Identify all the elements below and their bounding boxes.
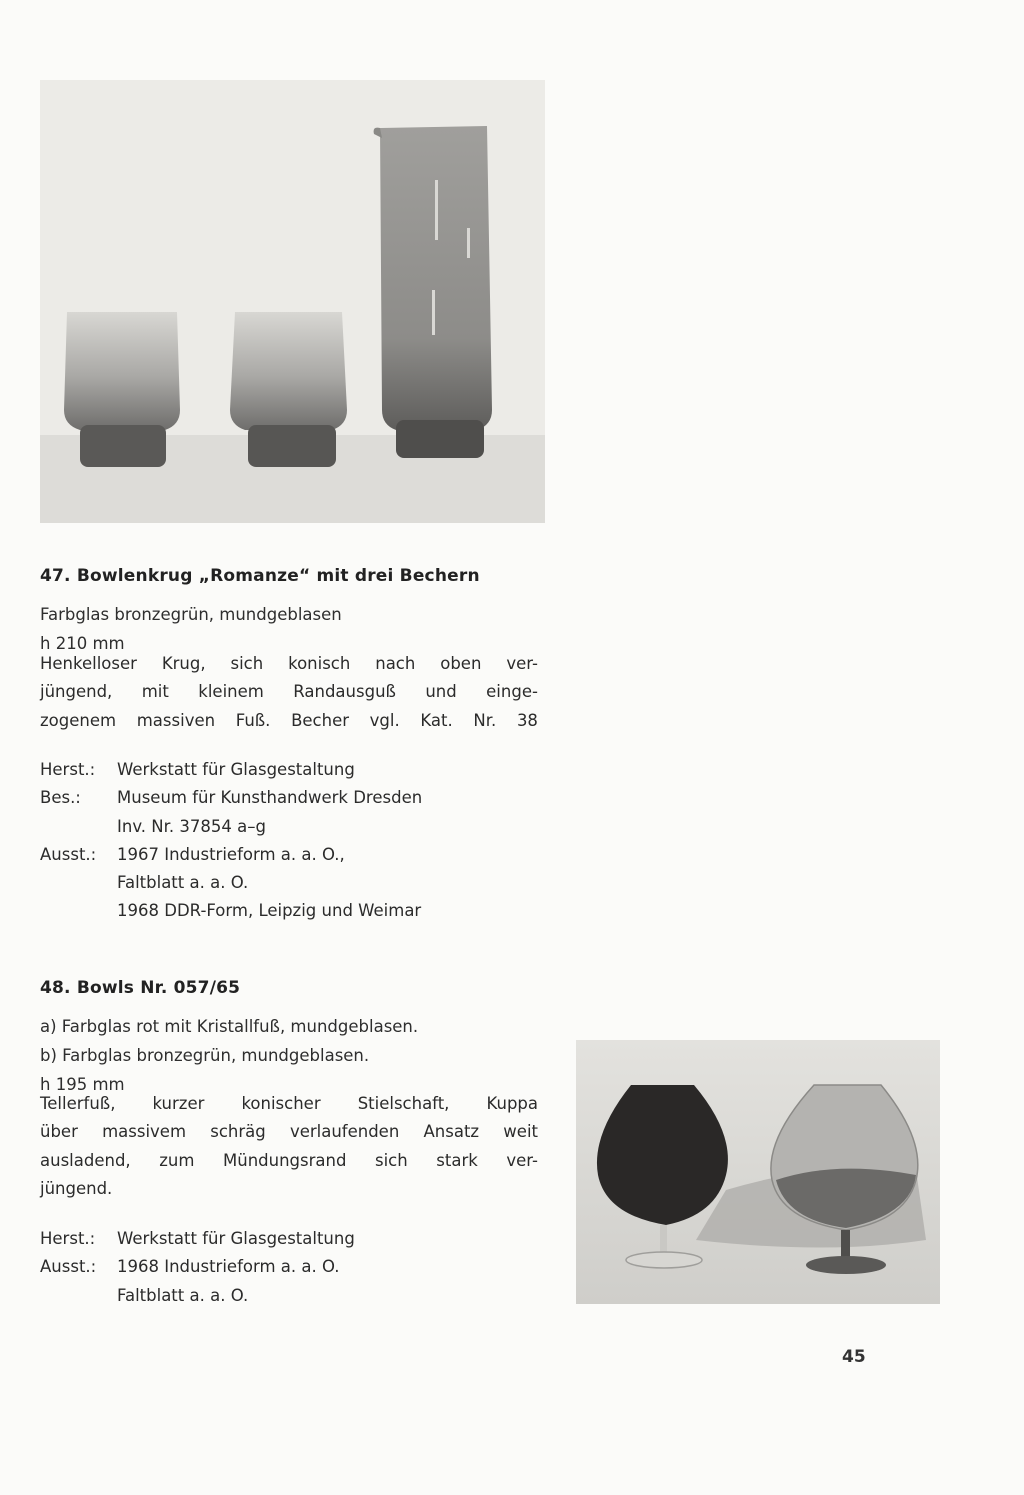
- detail-row: [40, 841, 540, 869]
- detail-value: Museum für Kunsthandwerk Dresden: [117, 788, 423, 808]
- entry-48-heading: 48. Bowls Nr. 057/65: [40, 978, 241, 998]
- description-word: Krug,: [161, 654, 206, 673]
- description-word: Nr.: [473, 710, 497, 730]
- description-word: nach: [375, 654, 416, 673]
- description-word: weit: [503, 1122, 538, 1142]
- description-word: massivem: [102, 1122, 187, 1142]
- description-word: Randausguß: [293, 682, 396, 702]
- detail-label: Ausst.:: [40, 844, 97, 864]
- detail-row: [40, 1282, 540, 1310]
- description-word: ver-: [506, 654, 538, 673]
- detail-value: 1968 DDR-Form, Leipzig und Weimar: [117, 901, 422, 921]
- description-word: verlaufenden: [289, 1122, 400, 1142]
- description-word: kleinem: [198, 682, 264, 702]
- description-line: [40, 678, 538, 706]
- entry-47-details: [40, 756, 540, 926]
- description-word: konisch: [288, 654, 351, 673]
- description-word: ausladend,: [40, 1150, 131, 1170]
- detail-label: Ausst.:: [40, 1257, 97, 1277]
- description-word: mit: [141, 682, 169, 702]
- description-word: ver-: [506, 1150, 538, 1170]
- detail-row: [40, 1253, 540, 1281]
- detail-label: Bes.:: [40, 788, 81, 808]
- entry-48-height: h 195 mm: [40, 1075, 125, 1094]
- detail-label: Herst.:: [40, 760, 96, 779]
- description-word: 38: [516, 710, 538, 730]
- entry-47-material: Farbglas bronzegrün, mundgeblasen: [40, 605, 342, 624]
- entry-48-details: [40, 1225, 540, 1310]
- description-word: schräg: [210, 1122, 266, 1142]
- description-word: Fuß.: [235, 710, 271, 730]
- description-word: einge-: [486, 682, 538, 702]
- description-word: Ansatz: [423, 1122, 480, 1142]
- detail-row: [40, 897, 540, 925]
- description-word: Henkelloser: [40, 654, 137, 673]
- detail-row: [40, 756, 540, 784]
- description-word: kurzer: [152, 1094, 205, 1113]
- description-word: Mündungsrand: [223, 1150, 347, 1170]
- description-word: Stielschaft,: [357, 1094, 450, 1113]
- photo-bowlenkrug-romanze: [40, 80, 545, 523]
- detail-row: [40, 1225, 540, 1253]
- description-word: sich: [230, 654, 264, 673]
- entry-47-heading: 47. Bowlenkrug „Romanze“ mit drei Bechern: [40, 566, 480, 586]
- detail-row: [40, 869, 540, 897]
- description-word: konischer: [241, 1094, 321, 1113]
- description-word: jüngend,: [40, 682, 113, 702]
- entry-48-variant-a: a) Farbglas rot mit Kristallfuß, mundgeblasen.: [40, 1017, 419, 1036]
- detail-row: [40, 813, 540, 841]
- detail-value: Faltblatt a. a. O.: [117, 873, 249, 893]
- description-word: oben: [440, 654, 482, 673]
- detail-value: Inv. Nr. 37854 a–g: [117, 816, 266, 836]
- description-word: Tellerfuß,: [40, 1094, 116, 1113]
- description-word: zum: [159, 1150, 195, 1170]
- detail-value: Werkstatt für Glasgestaltung: [117, 760, 355, 779]
- detail-value: Faltblatt a. a. O.: [117, 1285, 249, 1305]
- description-line: [40, 650, 538, 678]
- detail-value: 1967 Industrieform a. a. O.,: [117, 844, 345, 864]
- description-word: und: [425, 682, 457, 702]
- detail-value: Werkstatt für Glasgestaltung: [117, 1229, 355, 1248]
- description-line: [40, 1175, 538, 1203]
- description-word: massiven: [136, 710, 216, 730]
- description-word: zogenem: [40, 710, 117, 730]
- description-word: stark: [436, 1150, 478, 1170]
- description-line: [40, 1147, 538, 1175]
- description-word: jüngend.: [40, 1178, 113, 1198]
- description-word: Kuppa: [486, 1094, 538, 1113]
- photo-bowls-057-65: [576, 1040, 940, 1304]
- entry-47-description: [40, 650, 538, 735]
- description-word: über: [40, 1122, 78, 1142]
- entry-48-description: [40, 1090, 538, 1203]
- detail-row: [40, 784, 540, 812]
- page-number: 45: [842, 1347, 866, 1367]
- detail-label: Herst.:: [40, 1229, 96, 1248]
- description-word: Becher: [291, 710, 350, 730]
- description-line: [40, 707, 538, 735]
- description-word: Kat.: [420, 710, 453, 730]
- entry-48-variant-b: b) Farbglas bronzegrün, mundgeblasen.: [40, 1046, 370, 1065]
- description-line: [40, 1090, 538, 1118]
- entry-47-height: h 210 mm: [40, 634, 125, 653]
- description-line: [40, 1118, 538, 1146]
- description-word: vgl.: [369, 710, 400, 730]
- description-word: sich: [375, 1150, 408, 1170]
- detail-value: 1968 Industrieform a. a. O.: [117, 1257, 340, 1277]
